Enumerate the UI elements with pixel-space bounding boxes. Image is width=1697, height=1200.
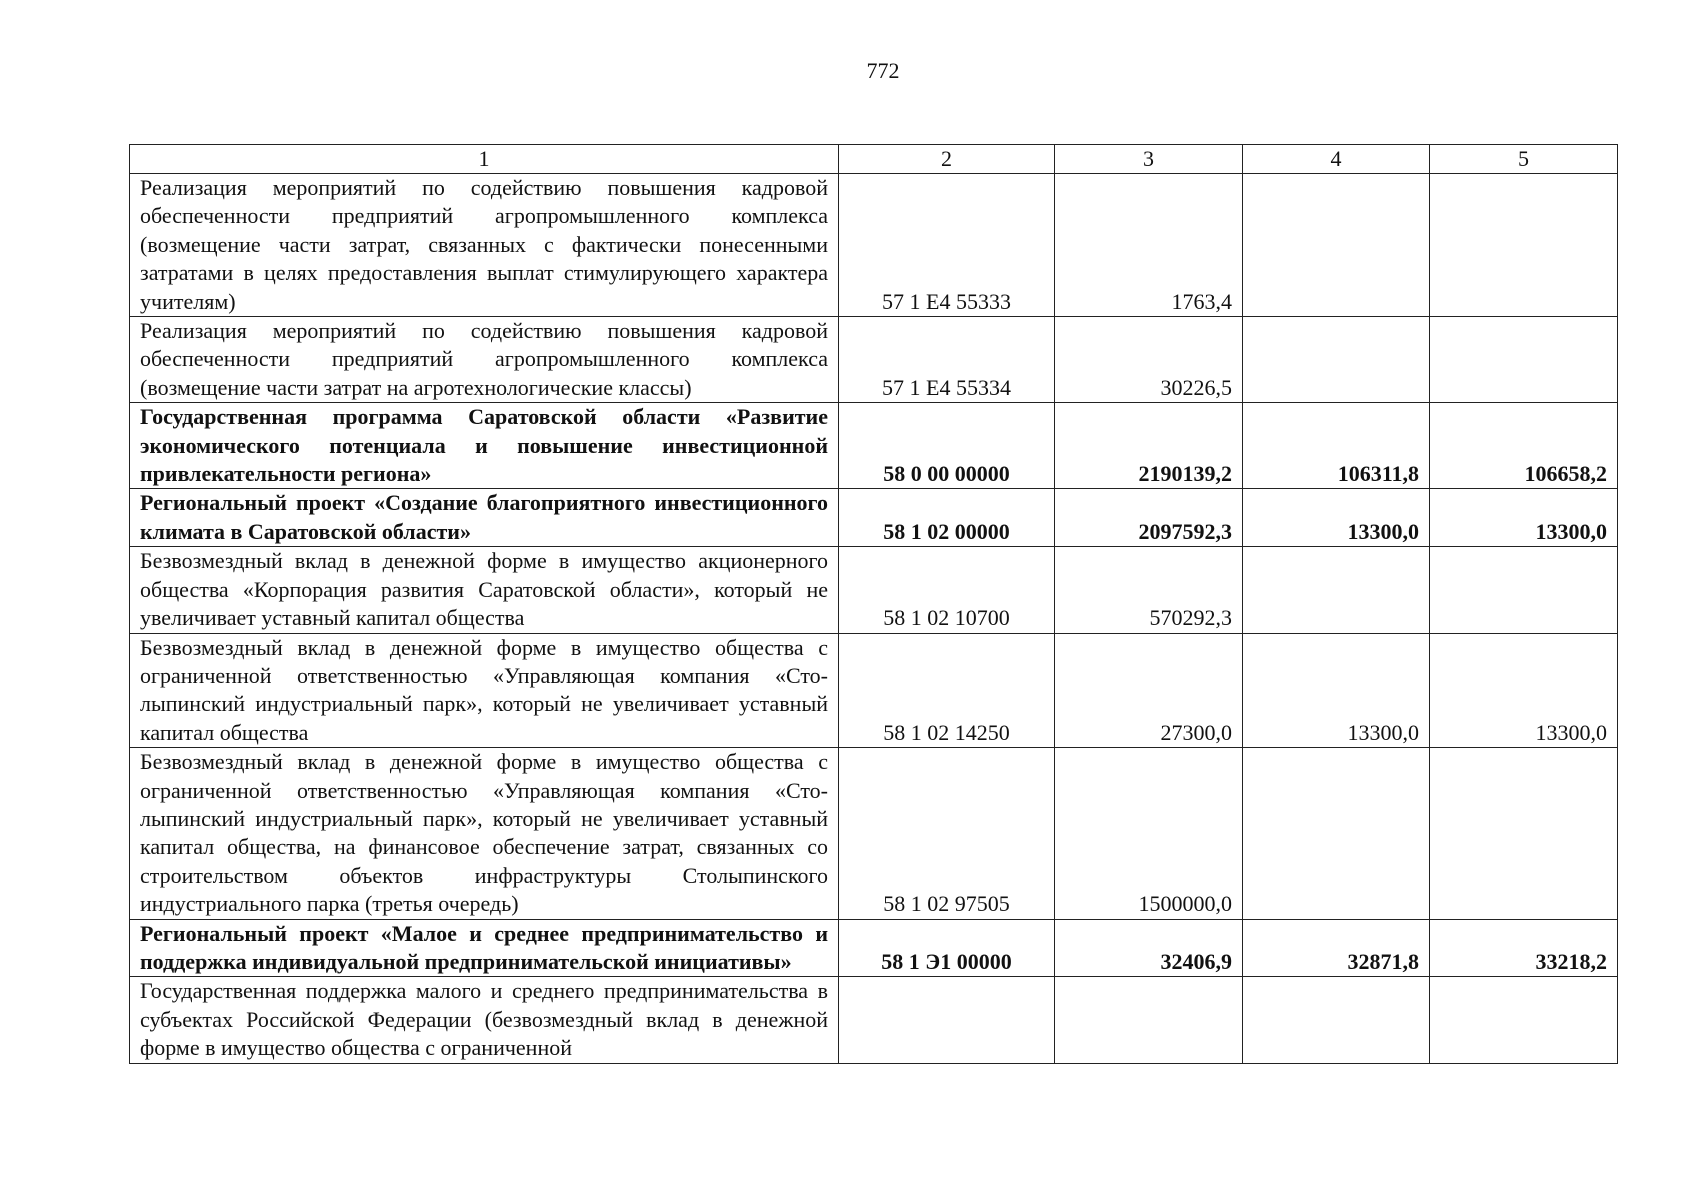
row-value-col3: 2097592,3 (1055, 489, 1243, 547)
row-value-col5: 13300,0 (1430, 489, 1618, 547)
column-header-1: 1 (130, 145, 839, 174)
row-description: Региональный проект «Малое и среднее предпринимательство и поддержка индивидуальной предпринимательской инициативы» (130, 919, 839, 977)
row-value-col3: 32406,9 (1055, 919, 1243, 977)
column-header-5: 5 (1430, 145, 1618, 174)
row-value-col3: 30226,5 (1055, 317, 1243, 403)
table-row (130, 977, 1618, 1063)
table-row (130, 633, 1618, 748)
row-code: 58 1 02 14250 (839, 633, 1055, 748)
row-value-col5 (1430, 174, 1618, 317)
table-row (130, 403, 1618, 489)
header-row (130, 145, 1618, 174)
row-value-col3: 570292,3 (1055, 547, 1243, 633)
table-row (130, 547, 1618, 633)
row-value-col3: 1763,4 (1055, 174, 1243, 317)
row-value-col4 (1243, 317, 1430, 403)
row-value-col5: 33218,2 (1430, 919, 1618, 977)
row-value-col5: 13300,0 (1430, 633, 1618, 748)
column-header-4: 4 (1243, 145, 1430, 174)
row-description: Безвозмездный вклад в денежной форме в имущество общества с ограниченной ответственностью «Управляющая компания «Столыпинский индустриальный парк», который не увеличивает уставный капитал общества (130, 633, 839, 748)
table-body (130, 174, 1618, 1064)
row-code: 58 1 02 10700 (839, 547, 1055, 633)
row-value-col4 (1243, 977, 1430, 1063)
table-row (130, 174, 1618, 317)
row-description: Реализация мероприятий по содействию повышения кадровой обеспеченности предприятий агропромышленного комплекса (возмещение части затрат на агротехнологические классы) (130, 317, 839, 403)
row-value-col4: 32871,8 (1243, 919, 1430, 977)
row-value-col4 (1243, 748, 1430, 919)
column-header-2: 2 (839, 145, 1055, 174)
row-value-col5 (1430, 977, 1618, 1063)
row-value-col4 (1243, 547, 1430, 633)
row-code: 57 1 E4 55334 (839, 317, 1055, 403)
row-description: Государственная поддержка малого и среднего предпринимательства в субъектах Российской Федерации (безвозмездный вклад в денежной форме в имущество общества с ограниченной (130, 977, 839, 1063)
row-code: 58 1 02 00000 (839, 489, 1055, 547)
row-description: Региональный проект «Создание благоприятного инвестиционного климата в Саратовской области» (130, 489, 839, 547)
row-value-col3: 1500000,0 (1055, 748, 1243, 919)
row-code: 57 1 E4 55333 (839, 174, 1055, 317)
row-value-col5: 106658,2 (1430, 403, 1618, 489)
column-header-3: 3 (1055, 145, 1243, 174)
row-value-col3: 2190139,2 (1055, 403, 1243, 489)
row-value-col4: 13300,0 (1243, 489, 1430, 547)
row-value-col5 (1430, 317, 1618, 403)
row-code: 58 1 Э1 00000 (839, 919, 1055, 977)
table-row (130, 748, 1618, 919)
table-row (130, 317, 1618, 403)
row-description: Безвозмездный вклад в денежной форме в имущество акционерного общества «Корпорация развития Саратовской области», который не увеличивает уставный капитал общества (130, 547, 839, 633)
row-value-col3: 27300,0 (1055, 633, 1243, 748)
table-row (130, 489, 1618, 547)
row-value-col4 (1243, 174, 1430, 317)
table-row (130, 919, 1618, 977)
row-value-col3 (1055, 977, 1243, 1063)
row-description: Государственная программа Саратовской области «Развитие экономического потенциала и повышение инвестиционной привлекательности региона» (130, 403, 839, 489)
row-description: Безвозмездный вклад в денежной форме в имущество общества с ограниченной ответственностью «Управляющая компания «Столыпинский индустриальный парк», который не увеличивает уставный капитал общества, на финансовое обеспечение затрат, связанных со строительством объектов инфраструктуры Столыпинского индустриального парка (третья очередь) (130, 748, 839, 919)
page-number: 772 (866, 58, 900, 83)
row-value-col4: 13300,0 (1243, 633, 1430, 748)
row-code: 58 0 00 00000 (839, 403, 1055, 489)
row-value-col5 (1430, 748, 1618, 919)
row-code: 58 1 02 97505 (839, 748, 1055, 919)
budget-table (129, 144, 1618, 1064)
row-description: Реализация мероприятий по содействию повышения кадровой обеспеченности предприятий агропромышленного комплекса (возмещение части затрат, связанных с фактически понесенными затратами в целях предоставления выплат стимулирующего характера учителям) (130, 174, 839, 317)
row-value-col4: 106311,8 (1243, 403, 1430, 489)
row-code (839, 977, 1055, 1063)
row-value-col5 (1430, 547, 1618, 633)
